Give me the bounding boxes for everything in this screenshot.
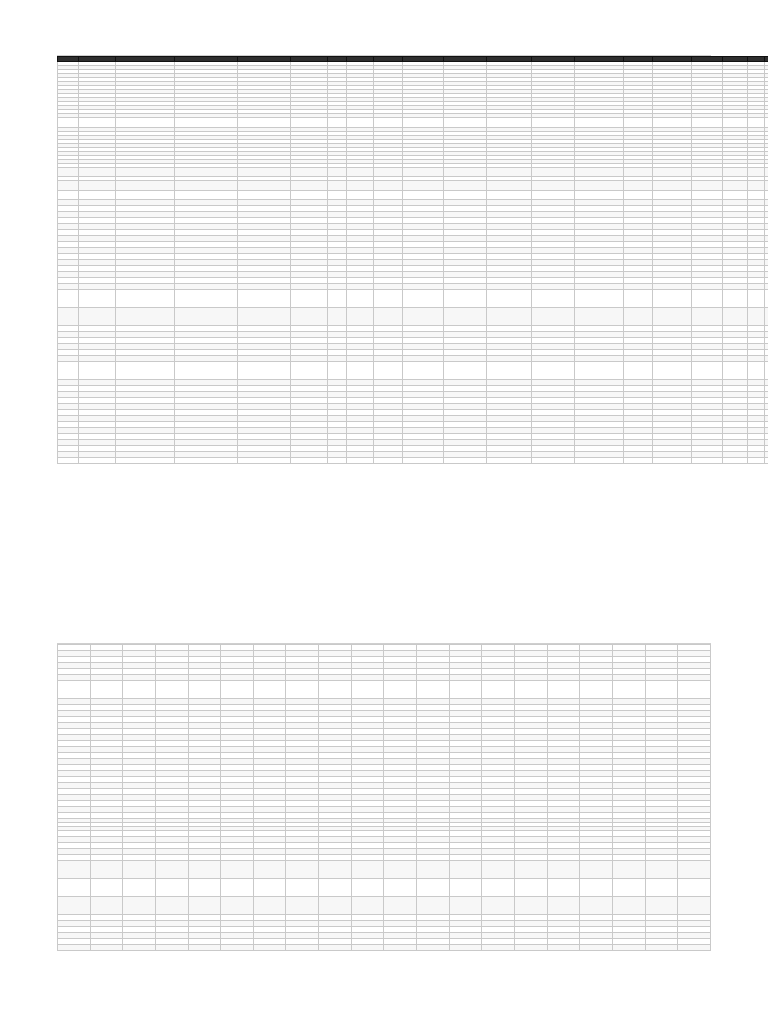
table-cell	[645, 897, 678, 915]
table-cell	[580, 897, 613, 915]
table-cell	[291, 458, 328, 464]
table-cell	[692, 118, 723, 128]
table-cell	[90, 681, 123, 699]
table-cell	[328, 290, 347, 308]
table-cell	[403, 290, 444, 308]
table-cell	[612, 945, 645, 951]
table-cell	[319, 861, 352, 879]
table-cell	[692, 190, 723, 200]
table-cell	[532, 181, 575, 191]
table-cell	[403, 458, 444, 464]
table-cell	[79, 118, 116, 128]
table-cell	[624, 458, 653, 464]
table-cell	[692, 290, 723, 308]
table-cell	[624, 362, 653, 380]
table-cell	[765, 362, 768, 380]
table-cell	[514, 897, 547, 915]
table-cell	[238, 118, 291, 128]
table-cell	[351, 945, 384, 951]
table-cell	[328, 308, 347, 326]
table-cell	[79, 308, 116, 326]
table-cell	[291, 290, 328, 308]
table-cell	[328, 181, 347, 191]
table-cell	[678, 681, 711, 699]
table-cell	[575, 181, 624, 191]
table-cell	[580, 945, 613, 951]
table-cell	[319, 681, 352, 699]
table-cell	[765, 290, 768, 308]
table-cell	[692, 181, 723, 191]
table-cell	[765, 308, 768, 326]
table-cell	[765, 167, 768, 177]
table-cell	[123, 681, 156, 699]
table-cell	[58, 945, 91, 951]
table-cell	[575, 362, 624, 380]
table-cell	[444, 118, 487, 128]
table-cell	[79, 190, 116, 200]
table-cell	[575, 458, 624, 464]
table-cell	[547, 945, 580, 951]
table-cell	[624, 118, 653, 128]
table-row	[58, 458, 768, 464]
table-cell	[514, 861, 547, 879]
table-cell	[765, 458, 768, 464]
table-cell	[188, 681, 221, 699]
table-cell	[175, 362, 238, 380]
table-cell	[748, 190, 765, 200]
table-cell	[123, 861, 156, 879]
table-cell	[692, 167, 723, 177]
table-cell	[374, 308, 403, 326]
table-cell	[58, 458, 79, 464]
table-cell	[692, 308, 723, 326]
table-cell	[723, 190, 748, 200]
table-cell	[547, 897, 580, 915]
table-cell	[449, 945, 482, 951]
table-cell	[347, 458, 374, 464]
table-cell	[575, 118, 624, 128]
table-cell	[188, 861, 221, 879]
table-cell	[624, 167, 653, 177]
table-cell	[58, 290, 79, 308]
table-cell	[482, 945, 515, 951]
table-cell	[403, 190, 444, 200]
table-cell	[188, 897, 221, 915]
table-cell	[291, 167, 328, 177]
table-cell	[291, 181, 328, 191]
table-cell	[580, 861, 613, 879]
table-cell	[319, 897, 352, 915]
table-cell	[238, 362, 291, 380]
table-cell	[678, 861, 711, 879]
table-cell	[116, 308, 175, 326]
table-cell	[374, 118, 403, 128]
table-cell	[319, 879, 352, 897]
table-cell	[58, 181, 79, 191]
table-cell	[253, 879, 286, 897]
table-cell	[238, 190, 291, 200]
table-cell	[175, 308, 238, 326]
table-cell	[221, 945, 254, 951]
table-cell	[532, 118, 575, 128]
table-cell	[748, 167, 765, 177]
table-cell	[748, 118, 765, 128]
table-cell	[723, 308, 748, 326]
table-cell	[116, 167, 175, 177]
table-cell	[286, 879, 319, 897]
table-cell	[624, 190, 653, 200]
table-cell	[319, 945, 352, 951]
table-cell	[723, 167, 748, 177]
table-cell	[514, 945, 547, 951]
table-cell	[328, 167, 347, 177]
table-cell	[238, 181, 291, 191]
table-cell	[123, 897, 156, 915]
table-cell	[653, 308, 692, 326]
table-cell	[612, 861, 645, 879]
table-cell	[449, 897, 482, 915]
table-cell	[487, 190, 532, 200]
table-cell	[765, 118, 768, 128]
table-cell	[116, 118, 175, 128]
table-cell	[291, 362, 328, 380]
table-cell	[723, 181, 748, 191]
table-cell	[58, 167, 79, 177]
table-cell	[328, 362, 347, 380]
table-cell	[175, 190, 238, 200]
table-cell	[723, 118, 748, 128]
table-cell	[532, 167, 575, 177]
table-cell	[286, 897, 319, 915]
table-row	[58, 861, 711, 879]
table-cell	[765, 190, 768, 200]
table-cell	[155, 681, 188, 699]
table-cell	[58, 681, 91, 699]
table-cell	[58, 362, 79, 380]
table-cell	[58, 308, 79, 326]
table-cell	[116, 290, 175, 308]
table-cell	[487, 290, 532, 308]
table-cell	[79, 181, 116, 191]
table-cell	[449, 879, 482, 897]
table-row	[58, 118, 768, 128]
table-cell	[444, 362, 487, 380]
table-cell	[90, 945, 123, 951]
table-cell	[487, 181, 532, 191]
table-cell	[748, 308, 765, 326]
table-cell	[547, 861, 580, 879]
table-cell	[58, 118, 79, 128]
table-row	[58, 681, 711, 699]
table-row	[58, 897, 711, 915]
table-cell	[645, 879, 678, 897]
table-cell	[347, 118, 374, 128]
table-cell	[238, 290, 291, 308]
table-cell	[351, 879, 384, 897]
table-cell	[487, 458, 532, 464]
table-cell	[612, 879, 645, 897]
table-cell	[532, 290, 575, 308]
table-cell	[624, 181, 653, 191]
table-row	[58, 190, 768, 200]
table-cell	[116, 458, 175, 464]
table-cell	[653, 190, 692, 200]
table-cell	[678, 897, 711, 915]
table-cell	[580, 681, 613, 699]
table-cell	[123, 879, 156, 897]
table-cell	[444, 181, 487, 191]
table-cell	[286, 861, 319, 879]
table-cell	[79, 167, 116, 177]
table-cell	[487, 118, 532, 128]
table-cell	[748, 181, 765, 191]
table-cell	[444, 190, 487, 200]
table-cell	[482, 879, 515, 897]
table-row	[58, 167, 768, 177]
table-cell	[384, 861, 417, 879]
table-cell	[238, 458, 291, 464]
table-cell	[403, 167, 444, 177]
table-cell	[487, 362, 532, 380]
table-cell	[79, 290, 116, 308]
table-cell	[765, 181, 768, 191]
table-cell	[175, 458, 238, 464]
table-cell	[155, 879, 188, 897]
spreadsheet-page-bottom	[57, 643, 711, 1025]
table-cell	[575, 167, 624, 177]
table-cell	[291, 190, 328, 200]
table-cell	[90, 861, 123, 879]
table-cell	[253, 861, 286, 879]
table-cell	[653, 458, 692, 464]
table-cell	[328, 118, 347, 128]
table-cell	[487, 167, 532, 177]
table-cell	[374, 190, 403, 200]
table-cell	[403, 308, 444, 326]
table-cell	[532, 190, 575, 200]
table-cell	[286, 945, 319, 951]
table-cell	[653, 362, 692, 380]
table-cell	[116, 181, 175, 191]
table-cell	[624, 308, 653, 326]
table-cell	[532, 458, 575, 464]
table-cell	[347, 308, 374, 326]
table-cell	[444, 167, 487, 177]
table-cell	[482, 861, 515, 879]
table-cell	[723, 290, 748, 308]
table-cell	[58, 190, 79, 200]
table-cell	[748, 458, 765, 464]
table-cell	[188, 879, 221, 897]
table-cell	[286, 681, 319, 699]
table-cell	[90, 879, 123, 897]
table-cell	[547, 879, 580, 897]
table-cell	[155, 861, 188, 879]
table-cell	[79, 458, 116, 464]
table-cell	[514, 879, 547, 897]
table-cell	[384, 945, 417, 951]
table-cell	[678, 945, 711, 951]
table-cell	[645, 945, 678, 951]
table-cell	[417, 861, 450, 879]
table-cell	[347, 290, 374, 308]
data-table-bottom	[57, 644, 711, 951]
table-cell	[723, 458, 748, 464]
table-cell	[79, 362, 116, 380]
table-cell	[653, 118, 692, 128]
table-cell	[238, 308, 291, 326]
table-cell	[351, 897, 384, 915]
table-cell	[575, 290, 624, 308]
table-cell	[58, 879, 91, 897]
table-cell	[653, 290, 692, 308]
table-cell	[374, 167, 403, 177]
table-cell	[532, 362, 575, 380]
table-cell	[449, 861, 482, 879]
table-cell	[347, 167, 374, 177]
table-cell	[547, 681, 580, 699]
table-cell	[351, 681, 384, 699]
table-cell	[328, 190, 347, 200]
table-cell	[351, 861, 384, 879]
table-cell	[374, 362, 403, 380]
table-cell	[58, 861, 91, 879]
table-cell	[575, 190, 624, 200]
table-cell	[58, 897, 91, 915]
table-cell	[645, 681, 678, 699]
table-row	[58, 879, 711, 897]
table-cell	[291, 118, 328, 128]
table-cell	[253, 945, 286, 951]
table-cell	[374, 181, 403, 191]
table-cell	[580, 879, 613, 897]
table-cell	[347, 181, 374, 191]
table-cell	[417, 879, 450, 897]
table-cell	[238, 167, 291, 177]
table-cell	[347, 190, 374, 200]
table-cell	[692, 458, 723, 464]
table-cell	[175, 181, 238, 191]
table-cell	[444, 290, 487, 308]
table-cell	[384, 681, 417, 699]
table-cell	[384, 879, 417, 897]
table-cell	[487, 308, 532, 326]
table-cell	[748, 362, 765, 380]
table-cell	[692, 362, 723, 380]
table-cell	[155, 897, 188, 915]
table-cell	[116, 190, 175, 200]
table-cell	[417, 681, 450, 699]
table-cell	[155, 945, 188, 951]
table-cell	[116, 362, 175, 380]
table-cell	[482, 681, 515, 699]
table-cell	[449, 681, 482, 699]
table-cell	[444, 308, 487, 326]
data-table-top	[57, 56, 768, 464]
table-cell	[175, 118, 238, 128]
table-cell	[645, 861, 678, 879]
table-cell	[532, 308, 575, 326]
table-cell	[374, 458, 403, 464]
table-cell	[188, 945, 221, 951]
table-cell	[612, 681, 645, 699]
table-cell	[748, 290, 765, 308]
table-row	[58, 308, 768, 326]
table-cell	[221, 897, 254, 915]
table-cell	[417, 897, 450, 915]
table-cell	[482, 897, 515, 915]
table-cell	[175, 290, 238, 308]
table-cell	[90, 897, 123, 915]
table-cell	[123, 945, 156, 951]
table-cell	[653, 181, 692, 191]
table-cell	[374, 290, 403, 308]
table-cell	[444, 458, 487, 464]
table-cell	[403, 181, 444, 191]
table-cell	[221, 879, 254, 897]
table-cell	[678, 879, 711, 897]
table-cell	[612, 897, 645, 915]
table-cell	[624, 290, 653, 308]
table-cell	[514, 681, 547, 699]
table-cell	[221, 861, 254, 879]
table-cell	[253, 681, 286, 699]
table-cell	[384, 897, 417, 915]
table-row	[58, 290, 768, 308]
table-cell	[653, 167, 692, 177]
spreadsheet-page-top	[57, 55, 711, 383]
table-cell	[417, 945, 450, 951]
table-cell	[291, 308, 328, 326]
table-row	[58, 945, 711, 951]
table-row	[58, 181, 768, 191]
table-row	[58, 362, 768, 380]
table-cell	[328, 458, 347, 464]
table-cell	[253, 897, 286, 915]
table-cell	[723, 362, 748, 380]
table-cell	[575, 308, 624, 326]
table-cell	[175, 167, 238, 177]
table-cell	[221, 681, 254, 699]
table-cell	[403, 118, 444, 128]
table-cell	[403, 362, 444, 380]
table-cell	[347, 362, 374, 380]
